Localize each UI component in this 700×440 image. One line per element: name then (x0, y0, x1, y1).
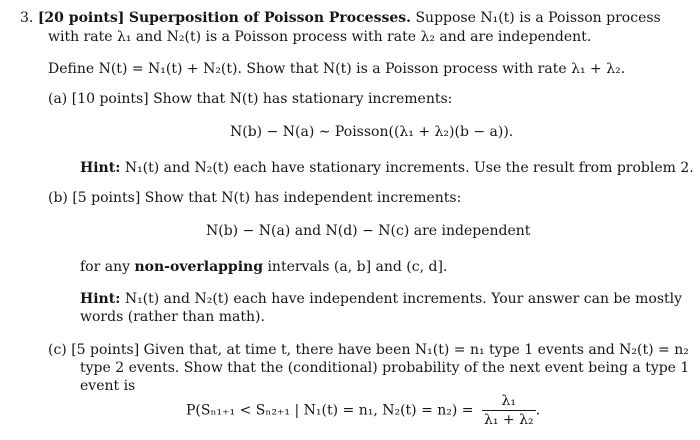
part-b-for-any-bold: non-overlapping (134, 259, 263, 275)
part-a-hint (80, 159, 694, 177)
part-a-text: [10 points] Show that N(t) has stationary increments: (71, 91, 453, 107)
problem-title: Superposition of Poisson Processes. (128, 10, 412, 26)
part-c-fraction (482, 393, 536, 428)
part-b-label: (b) (48, 190, 68, 206)
problem-intro-line1: Suppose N₁(t) is a Poisson process (415, 10, 661, 26)
part-a-hint-label: Hint: (80, 160, 121, 176)
part-c-line1: [5 points] Given that, at time t, there have been N₁(t) = n₁ type 1 events and N₂(t) = n₂ (71, 342, 689, 358)
part-b-text: [5 points] Show that N(t) has independent increments: (72, 190, 462, 206)
part-b-hint-line2: words (rather than math). (80, 309, 265, 325)
part-c-line3: event is (80, 378, 136, 394)
part-a-prompt (48, 90, 452, 108)
part-c-label: (c) (48, 342, 67, 358)
problem-intro-line2: with rate λ₁ and N₂(t) is a Poisson process with rate λ₂ and are independent. (48, 29, 592, 45)
part-a-equation: N(b) − N(a) ∼ Poisson((λ₁ + λ₂)(b − a)). (230, 124, 514, 140)
part-a-hint-text: N₁(t) and N₂(t) each have stationary increments. Use the result from problem 2. (124, 160, 694, 176)
part-c-equation-lhs: P(Sₙ₁₊₁ < Sₙ₂₊₁ | N₁(t) = n₁, N₂(t) = n₂) = (186, 402, 474, 419)
part-c-prompt (48, 341, 689, 359)
part-b-for-any-post: intervals (a, b] and (c, d]. (263, 259, 448, 275)
part-c-fraction-numerator: λ₁ (501, 393, 517, 409)
part-b-hint (80, 290, 682, 308)
problem-points: [20 points] (37, 10, 125, 26)
part-b-prompt (48, 189, 461, 207)
problem-header (20, 9, 661, 27)
part-b-equation: N(b) − N(a) and N(d) − N(c) are independent (206, 223, 531, 239)
part-c-line2: type 2 events. Show that the (conditional) probability of the next event being a type 1 (80, 360, 690, 376)
part-c-fraction-tail: . (535, 402, 541, 419)
part-b-hint-label: Hint: (80, 291, 121, 307)
part-b-for-any-pre: for any (80, 259, 135, 275)
problem-number: 3. (20, 10, 34, 26)
part-b-for-any (80, 258, 447, 276)
part-b-hint-line1: N₁(t) and N₂(t) each have independent increments. Your answer can be mostly (124, 291, 683, 307)
part-c-fraction-denominator: λ₁ + λ₂ (484, 412, 534, 428)
part-c-fraction-bar (482, 410, 536, 411)
problem-define: Define N(t) = N₁(t) + N₂(t). Show that N(t) is a Poisson process with rate λ₁ + λ₂. (48, 61, 626, 77)
part-a-label: (a) (48, 91, 68, 107)
part-c-equation (186, 393, 540, 428)
